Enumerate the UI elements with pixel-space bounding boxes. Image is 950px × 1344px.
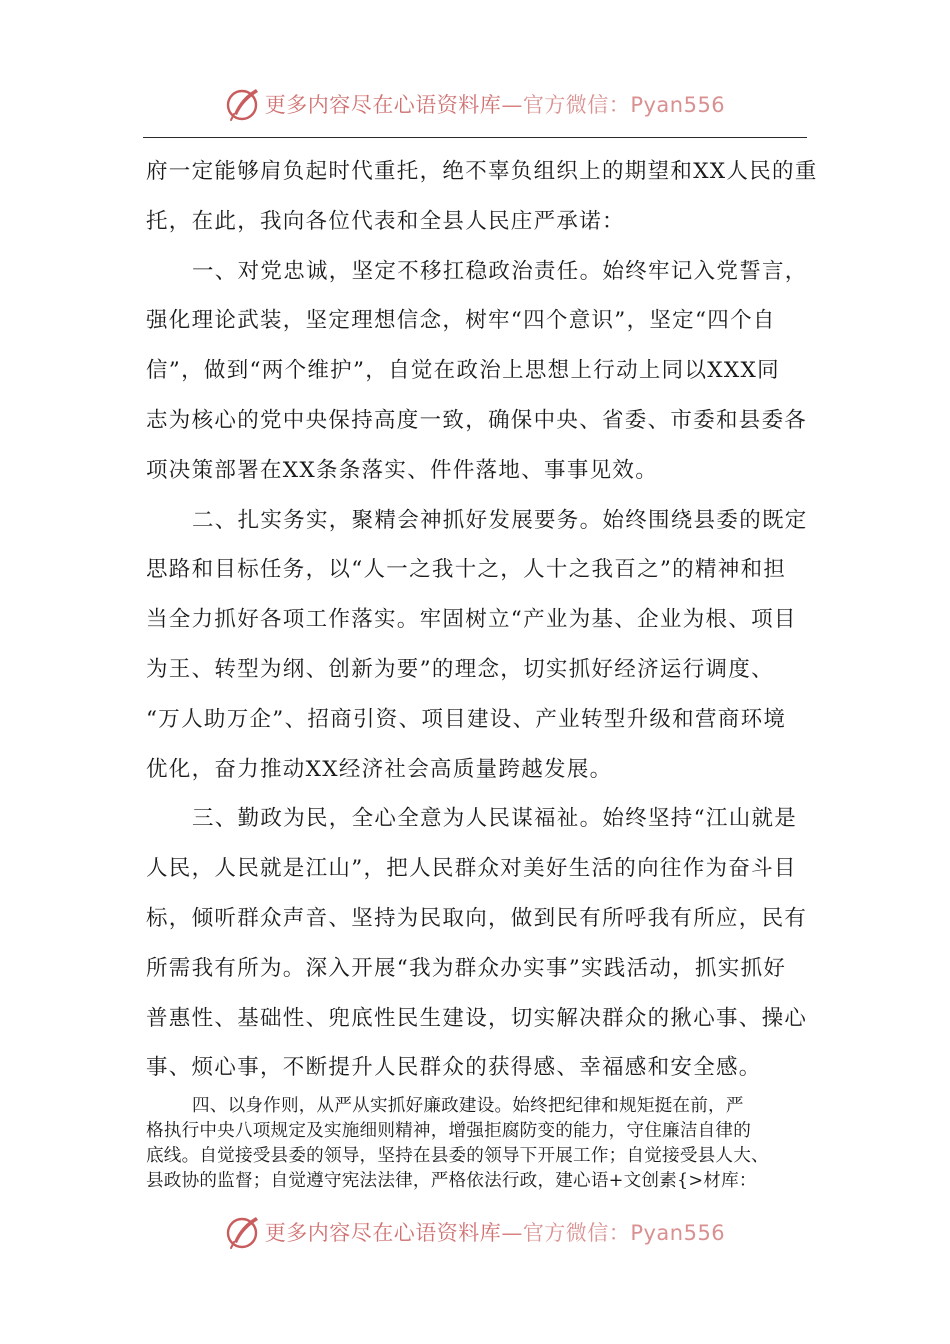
header-divider [143,137,807,138]
body-line: 强化理论武装，坚定理想信念，树牢“四个意识”，坚定“四个自 [146,308,776,334]
body-line: 优化，奋力推动XX经济社会高质量跨越发展。 [146,756,613,782]
body-line: 普惠性、基础性、兜底性民生建设，切实解决群众的揪心事、操心 [146,1005,808,1031]
compact-line: 底线。自觉接受县委的领导，坚持在县委的领导下开展工作；自觉接受县人大、 [146,1146,769,1166]
quill-logo-icon [225,1214,261,1250]
body-line: 府一定能够肩负起时代重托，绝不辜负组织上的期望和XX人民的重 [146,159,818,184]
footer-wechat-label: 官方微信： [522,1221,631,1245]
footer-banner [0,1212,950,1252]
body-line: 志为核心的党中央保持高度一致，确保中央、省委、市委和县委各 [146,407,808,433]
body-line: 事、烦心事，不断提升人民群众的获得感、幸福感和安全感。 [146,1055,762,1081]
header-brand: 更多内容尽在心语资料库 [264,93,502,117]
body-line: 当全力抓好各项工作落实。牢固树立“产业为基、企业为根、项目 [146,607,797,633]
compact-line: 格执行中央八项规定及实施细则精神，增强拒腐防变的能力，守住廉洁自律的 [146,1121,751,1141]
header-wechat-label: 官方微信： [522,93,631,117]
body-line: 项决策部署在XX条条落实、件件落地、事事见效。 [146,457,659,483]
header-dash: — [501,93,523,117]
body-line: 为王、转型为纲、创新为要”的理念，切实抓好经济运行调度、 [146,656,774,682]
compact-line: 县政协的监督；自觉遵守宪法法律，严格依法行政，建心语+文创素{>材库： [146,1171,757,1191]
quill-logo-icon [225,86,261,122]
footer-dash: — [501,1221,523,1245]
header-wechat-id: Pyan556 [630,93,726,117]
body-line: 标，倾听群众声音、坚持为民取向，做到民有所呼我有所应，民有 [146,905,808,931]
body-line: 人民，人民就是江山”，把人民群众对美好生活的向往作为奋斗目 [146,856,797,882]
body-line: 二、扎实务实，聚精会神抓好发展要务。始终围绕县委的既定 [192,507,808,533]
body-line: “万人助万企”、招商引资、项目建设、产业转型升级和营商环境 [146,706,787,732]
footer-banner-text [265,1217,725,1247]
body-line: 三、勤政为民，全心全意为人民谋福祉。始终坚持“江山就是 [192,806,798,832]
footer-brand: 更多内容尽在心语资料库 [264,1221,502,1245]
compact-paragraph [146,1094,808,1194]
body-line: 托，在此，我向各位代表和全县人民庄严承诺： [146,208,625,234]
body-line: 思路和目标任务，以“人一之我十之，人十之我百之”的精神和担 [146,557,787,583]
header-banner-text [265,89,725,119]
header-banner [0,84,950,124]
body-line: 信”，做到“两个维护”，自觉在政治上思想上行动上同以XXX同 [146,358,780,384]
compact-line: 四、以身作则，从严从实抓好廉政建设。始终把纪律和规矩挺在前，严 [192,1096,744,1116]
footer-wechat-id: Pyan556 [630,1221,726,1245]
body-line: 所需我有所为。深入开展“我为群众办实事”实践活动，抓实抓好 [146,955,787,981]
body-line: 一、对党忠诚，坚定不移扛稳政治责任。始终牢记入党誓言， [192,258,808,284]
document-body [146,147,818,1093]
